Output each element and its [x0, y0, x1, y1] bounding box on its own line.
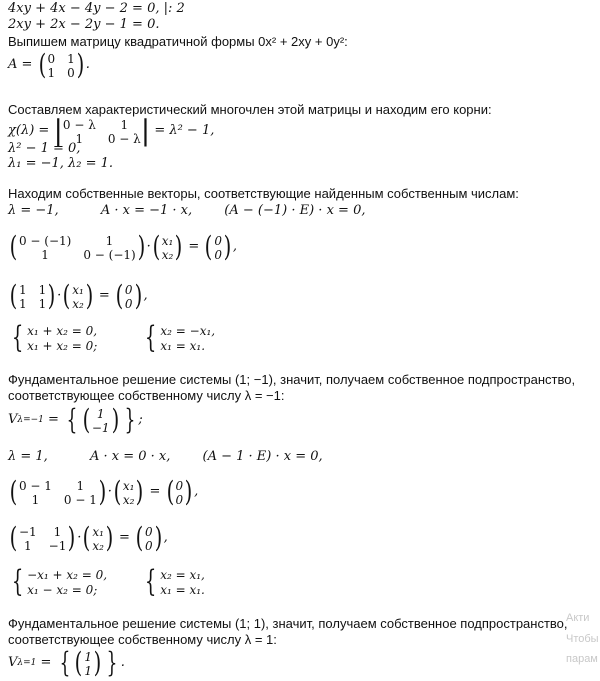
case2-system: (A − 1 · E) · x = 0, [202, 449, 323, 464]
right-paren: ) [98, 475, 107, 508]
vector-cell: 0 [175, 479, 184, 493]
system-1-right [160, 323, 215, 353]
matrix-cell: 1 [105, 234, 114, 248]
equals: = [188, 239, 200, 254]
matrix-m4 [19, 524, 66, 552]
matrix-a [48, 51, 75, 79]
matrix-m2 [19, 282, 46, 310]
comma: , [194, 484, 199, 499]
dot: · [57, 288, 62, 303]
matrix-eq-2 [8, 279, 148, 312]
vector-cell: 0 [175, 493, 184, 507]
watermark-line-2: Чтобы [566, 633, 599, 645]
semicolon: ; [138, 412, 143, 427]
comma: , [143, 288, 148, 303]
system-row: x₂ = x₁, [160, 568, 205, 582]
matrix-cell: 1 [38, 297, 47, 311]
system-2-right [160, 567, 205, 597]
right-paren: ) [154, 521, 162, 554]
system-2 [8, 564, 205, 599]
vector-cell: 1 [84, 650, 92, 664]
left-paren: ( [113, 475, 122, 508]
vector-cell: 0 [145, 539, 153, 553]
vector-cell: 0 [214, 234, 222, 248]
matrix-cell: 1 [31, 493, 40, 507]
right-brace: } [124, 403, 135, 436]
case1-lambda: λ = −1, [8, 203, 59, 218]
matrix-cell: 1 [75, 132, 84, 146]
matrix-a-line [8, 48, 90, 81]
matrix-cell: 1 [120, 118, 129, 132]
equation-2: 2xy + 2x − 2y − 1 = 0. [8, 17, 160, 32]
char-poly-heading: Составляем характеристический многочлен этой матрицы и находим его корни: [8, 102, 492, 117]
system-row: −x₁ + x₂ = 0, [27, 568, 108, 582]
system-row: x₁ = x₁. [160, 339, 206, 353]
right-brace: } [106, 646, 118, 679]
left-paren: ( [166, 475, 174, 508]
right-paren: ) [105, 521, 114, 554]
case1-system: (A − (−1) · E) · x = 0, [224, 203, 366, 218]
subspace-1 [8, 405, 143, 435]
vector-cell: 0 [124, 297, 133, 311]
dot: · [107, 484, 112, 499]
lambda-equation: λ² − 1 = 0, [8, 141, 81, 156]
system-2-left [27, 567, 107, 597]
case1-ax: A · x = −1 · x, [100, 203, 193, 218]
left-paren: ( [205, 230, 213, 263]
vector-cell: x₂ [161, 248, 174, 262]
right-paren: ) [174, 230, 183, 263]
det-bar-left: | [53, 114, 63, 147]
x-vector [72, 282, 84, 310]
subspace-2 [8, 648, 125, 678]
matrix-cell: 0 − 1 [18, 479, 52, 493]
x-vector [162, 233, 174, 261]
x-vector [123, 478, 135, 506]
x-vector [92, 524, 104, 552]
matrix-cell: −1 [48, 539, 67, 553]
chi-left: χ(λ) = [8, 123, 50, 138]
system-row: x₁ = x₁. [160, 583, 205, 597]
v-label: V [8, 412, 18, 427]
system-row: x₂ = −x₁, [160, 324, 216, 338]
left-paren: ( [62, 279, 71, 312]
vector-cell: x₁ [161, 234, 174, 248]
matrix-cell: 1 [47, 66, 56, 80]
matrix-cell: 1 [18, 283, 27, 297]
left-paren: ( [9, 279, 18, 312]
right-paren: ) [136, 475, 144, 508]
left-paren: ( [9, 230, 18, 263]
vector-cell: x₁ [122, 479, 135, 493]
zero-vector [125, 282, 133, 310]
right-paren: ) [134, 279, 142, 312]
matrix-cell: 0 − 1 [63, 493, 97, 507]
equals: = [149, 484, 161, 499]
left-paren: ( [75, 646, 83, 679]
dot: · [77, 530, 82, 545]
left-paren: ( [9, 475, 18, 508]
zero-vector [214, 233, 222, 261]
left-brace: { [59, 646, 70, 679]
matrix-cell: 1 [67, 52, 75, 66]
fundamental-2-a: Фундаментальное решение системы (1; 1), значит, получаем собственное подпространство, [8, 616, 568, 631]
equals: = [119, 530, 130, 545]
equals: = [48, 412, 59, 427]
case2-lambda: λ = 1, [8, 449, 48, 464]
write-matrix-heading: Выпишем матрицу квадратичной формы 0x² + 2xy + 0y²: [8, 34, 348, 49]
v-subscript: λ=1 [17, 658, 37, 668]
matrix-cell: 1 [76, 479, 85, 493]
vector-cell: x₁ [92, 525, 104, 539]
vector-cell: x₁ [72, 283, 84, 297]
matrix-cell: 0 − λ [107, 132, 141, 146]
left-paren: ( [83, 521, 91, 554]
fundamental-2-b: соответствующее собственному числу λ = 1: [8, 632, 277, 647]
vector-cell: −1 [91, 421, 110, 435]
dot: · [146, 239, 151, 254]
left-brace: { [11, 320, 24, 355]
matrix-cell: 0 [67, 66, 75, 80]
matrix-eq-3 [8, 475, 199, 508]
system-1-left [27, 323, 97, 353]
right-paren: ) [111, 403, 119, 436]
vector-cell: x₂ [122, 493, 135, 507]
right-paren: ) [184, 475, 193, 508]
v2-vector [84, 649, 92, 677]
left-brace: { [11, 564, 24, 599]
left-paren: ( [82, 403, 91, 436]
roots: λ₁ = −1, λ₂ = 1. [8, 156, 114, 171]
system-row: x₁ − x₂ = 0; [27, 583, 98, 597]
fundamental-1-a: Фундаментальное решение системы (1; −1), значит, получаем собственное подпространство, [8, 372, 576, 387]
v-label: V [8, 655, 18, 670]
case2-line [8, 449, 323, 465]
right-paren: ) [137, 230, 145, 263]
matrix-m3 [19, 478, 97, 506]
right-paren: ) [47, 279, 56, 312]
v-subscript: λ=−1 [17, 415, 44, 425]
matrix-cell: 0 − (−1) [18, 234, 72, 248]
det-bar-right: | [140, 114, 151, 147]
matrix-cell: 0 − λ [62, 118, 96, 132]
left-paren: ( [135, 521, 144, 554]
v1-vector [92, 406, 110, 434]
matrix-cell: 1 [41, 248, 49, 262]
comma: , [163, 530, 168, 545]
matrix-m1 [19, 233, 136, 261]
vector-cell: 1 [96, 407, 105, 421]
vector-cell: 1 [84, 664, 92, 678]
right-paren: ) [223, 230, 232, 263]
fundamental-1-b: соответствующее собственному числу λ = −1: [8, 388, 285, 403]
left-brace: { [145, 320, 157, 355]
case2-ax: A · x = 0 · x, [89, 449, 171, 464]
matrix-cell: 0 [47, 52, 56, 66]
period: . [120, 655, 125, 670]
vector-cell: x₂ [72, 297, 84, 311]
case1-line [8, 203, 365, 219]
equation-1: 4xy + 4x − 4y − 2 = 0, |: 2 [8, 1, 185, 16]
equals: = [40, 655, 52, 670]
matrix-cell: 1 [38, 283, 47, 297]
left-brace: { [66, 403, 78, 436]
vector-cell: 0 [145, 525, 153, 539]
left-paren: ( [9, 521, 18, 554]
system-row: x₁ + x₂ = 0, [27, 324, 98, 338]
left-paren: ( [115, 279, 124, 312]
zero-vector [145, 524, 153, 552]
vector-cell: 0 [214, 248, 222, 262]
matrix-cell: 0 − (−1) [83, 248, 136, 262]
left-paren: ( [38, 48, 46, 81]
matrix-eq-4 [8, 521, 168, 554]
left-brace: { [144, 564, 157, 599]
system-row: x₁ + x₂ = 0; [27, 339, 98, 353]
matrix-cell: 1 [18, 297, 27, 311]
chi-right: = λ² − 1, [154, 123, 215, 138]
right-paren: ) [76, 48, 85, 81]
system-1 [8, 320, 216, 355]
right-paren: ) [93, 646, 102, 679]
period: . [85, 57, 90, 72]
left-paren: ( [152, 230, 161, 263]
a-label: A = [8, 57, 33, 72]
right-paren: ) [67, 521, 76, 554]
watermark-line-3: парам [566, 653, 598, 665]
comma: , [232, 239, 238, 254]
right-paren: ) [85, 279, 94, 312]
equals: = [98, 288, 110, 303]
zero-vector [176, 478, 184, 506]
watermark-line-1: Акти [566, 612, 590, 624]
vector-cell: 0 [124, 283, 133, 297]
matrix-eq-1 [8, 230, 238, 263]
eigenvector-heading: Находим собственные векторы, соответствующие найденным собственным числам: [8, 186, 519, 201]
vector-cell: x₂ [92, 539, 104, 553]
matrix-cell: −1 [18, 525, 37, 539]
matrix-cell: 1 [23, 539, 32, 553]
matrix-cell: 1 [53, 525, 62, 539]
